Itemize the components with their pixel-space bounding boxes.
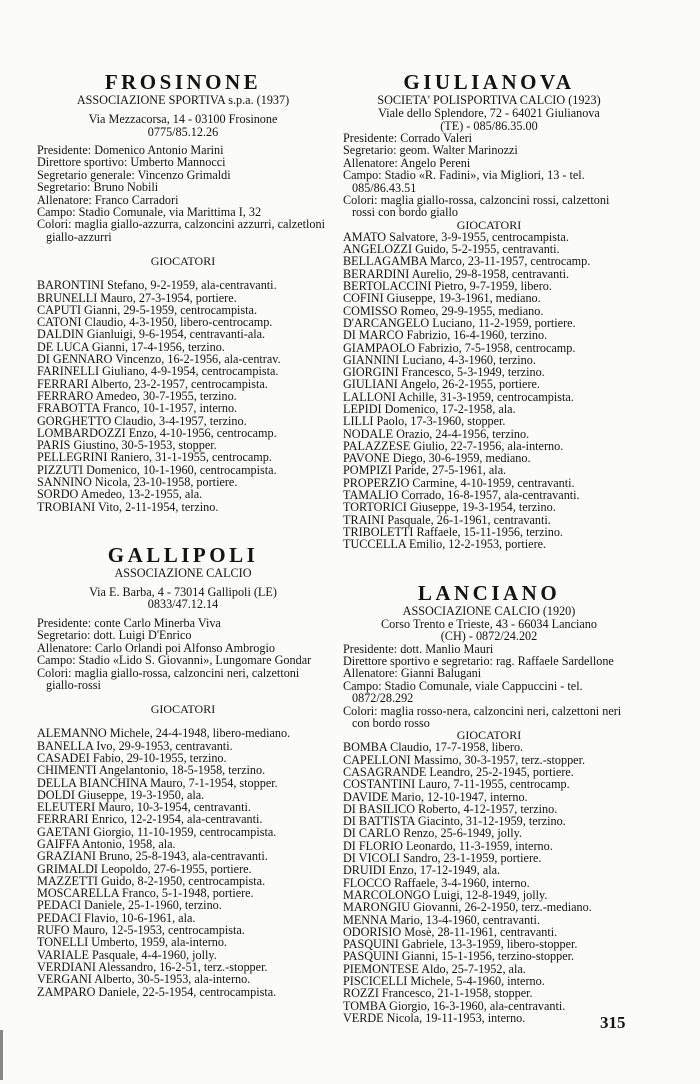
info-line: Presidente: conte Carlo Minerba Viva <box>37 615 221 630</box>
player-entry: BANELLA Ivo, 29-9-1953, centravanti. <box>37 738 233 753</box>
player-entry: RUFO Mauro, 12-5-1953, centrocampista. <box>37 923 245 938</box>
player-entry: PEDACI Daniele, 25-1-1960, terzino. <box>37 898 222 913</box>
player-entry: GAETANI Giorgio, 11-10-1959, centrocampista. <box>37 824 277 839</box>
club-giulianova <box>343 70 635 551</box>
club-address: Via E. Barba, 4 - 73014 Gallipoli (LE) <box>89 584 277 599</box>
player-entry: GIORGINI Francesco, 5-3-1949, terzino. <box>343 365 545 380</box>
info-line: Campo: Stadio Comunale, via Marittima I, 32 <box>37 205 262 220</box>
info-line: Colori: maglia giallo-rossa, calzoncini rossi, calzettoni rossi con bordo giallo <box>343 193 610 220</box>
player-entry: SANNINO Nicola, 23-10-1958, portiere. <box>37 475 238 489</box>
player-entry: GIAMPAOLO Fabrizio, 7-5-1958, centrocamp. <box>343 340 576 355</box>
player-entry: BELLAGAMBA Marco, 23-11-1957, centrocamp. <box>343 254 591 269</box>
player-entry: GORGHETTO Claudio, 3-4-1957, terzino. <box>37 413 247 428</box>
player-entry: POMPIZI Paride, 27-5-1961, ala. <box>343 463 507 478</box>
scan-margin-mark <box>0 1030 10 1080</box>
player-entry: CAPUTI Gianni, 29-5-1959, centrocampista. <box>37 302 258 317</box>
player-entry: VERDIANI Alessandro, 16-2-51, terz.-stopper. <box>37 959 268 974</box>
player-entry: DI BATTISTA Giacinto, 31-12-1959, terzino. <box>343 814 566 829</box>
player-entry: PASQUINI Gabriele, 13-3-1959, libero-stopper. <box>343 937 578 952</box>
player-entry: ODORISIO Mosè, 28-11-1961, centravanti. <box>343 924 558 939</box>
player-entry: COSTANTINI Lauro, 7-11-1955, centrocamp. <box>343 777 570 792</box>
player-entry: MOSCARELLA Franco, 5-1-1948, portiere. <box>37 886 254 901</box>
player-entry: CASAGRANDE Leandro, 25-2-1945, portiere. <box>343 765 574 779</box>
player-entry: FERRARO Amedeo, 30-7-1955, terzino. <box>37 388 237 403</box>
player-entry: ANGELOZZI Guido, 5-2-1955, centravanti. <box>343 242 560 257</box>
player-entry: LEPIDI Domenico, 17-2-1958, ala. <box>343 402 516 416</box>
player-entry: MARONGIU Giovanni, 26-2-1950, terz.-mediano. <box>343 900 592 915</box>
player-entry: DI FLORIO Leonardo, 11-3-1959, interno. <box>343 838 553 853</box>
player-entry: AMATO Salvatore, 3-9-1955, centrocampista. <box>343 229 569 244</box>
info-line: Presidente: dott. Manlio Mauri <box>343 641 494 656</box>
club-phone: 0775/85.12.26 <box>147 124 219 139</box>
info-line: Colori: maglia giallo-rossa, calzoncini neri, calzettoni giallo-rossi <box>37 665 300 692</box>
player-entry: DI GENNARO Vincenzo, 16-2-1956, ala-centrav. <box>37 352 281 367</box>
player-entry: D'ARCANGELO Luciano, 11-2-1959, portiere. <box>343 315 576 330</box>
left-column <box>37 70 329 998</box>
player-entry: GRAZIANI Bruno, 25-8-1943, ala-centravanti. <box>37 849 268 864</box>
player-entry: NODALE Orazio, 24-4-1956, terzino. <box>343 426 530 441</box>
info-line: Allenatore: Carlo Orlandi poi Alfonso Ambrogio <box>37 640 275 655</box>
player-entry: FRABOTTA Franco, 10-1-1957, interno. <box>37 401 238 416</box>
player-entry: DOLDI Giuseppe, 19-3-1950, ala. <box>37 787 205 802</box>
player-entry: BERTOLACCINI Pietro, 9-7-1959, libero. <box>343 279 552 294</box>
player-entry: GIANNINI Luciano, 4-3-1960, terzino. <box>343 352 536 367</box>
player-entry: VERGANI Alberto, 30-5-1953, ala-interno. <box>37 972 251 987</box>
player-entry: PISCICELLI Michele, 5-4-1960, interno. <box>343 974 545 989</box>
player-entry: PARIS Giustino, 30-5-1953, stopper. <box>37 438 217 453</box>
club-lanciano <box>343 581 635 1025</box>
player-entry: CHIMENTI Angelantonio, 18-5-1958, terzino. <box>37 763 266 778</box>
player-entry: ROZZI Francesco, 21-1-1958, stopper. <box>343 986 533 1001</box>
player-entry: DALDIN Gianluigi, 9-6-1954, centravanti-ala. <box>37 327 266 342</box>
player-entry: FERRARI Enrico, 12-2-1954, ala-centravanti. <box>37 812 263 827</box>
player-entry: LILLI Paolo, 17-3-1960, stopper. <box>343 414 506 429</box>
club-association: SOCIETA' POLISPORTIVA CALCIO (1923) <box>377 93 601 107</box>
player-entry: ELEUTERI Mauro, 10-3-1954, centravanti. <box>37 800 251 815</box>
player-entry: DE LUCA Gianni, 17-4-1956, terzino. <box>37 339 225 354</box>
club-info <box>37 144 329 243</box>
player-entry: DI MARCO Fabrizio, 16-4-1960, terzino. <box>343 328 548 343</box>
player-entry: BRUNELLI Mauro, 27-3-1954, portiere. <box>37 290 237 305</box>
player-entry: PIEMONTESE Aldo, 25-7-1952, ala. <box>343 961 526 976</box>
players-heading: GIOCATORI <box>456 217 522 232</box>
player-entry: GRIMALDI Leopoldo, 27-6-1955, portiere. <box>37 861 252 876</box>
player-entry: VERDE Nicola, 19-11-1953, interno. <box>343 1010 526 1025</box>
player-entry: MAZZETTI Guido, 8-2-1950, centrocampista. <box>37 873 266 888</box>
player-entry: CASADEI Fabio, 29-10-1955, terzino. <box>37 750 227 765</box>
player-entry: ZAMPARO Daniele, 22-5-1954, centrocampista. <box>37 984 277 999</box>
player-entry: MENNA Mario, 13-4-1960, centravanti. <box>343 912 540 927</box>
player-entry: PEDACI Flavio, 10-6-1961, ala. <box>37 910 196 925</box>
player-entry: DI CARLO Renzo, 25-6-1949, jolly. <box>343 826 522 841</box>
info-line: Presidente: Corrado Valeri <box>343 131 473 145</box>
player-entry: DAVIDE Mario, 12-10-1947, interno. <box>343 789 528 804</box>
player-entry: PIZZUTI Domenico, 10-1-1960, centrocampista. <box>37 462 277 477</box>
club-frosinone <box>37 70 329 513</box>
player-entry: CATONI Claudio, 4-3-1950, libero-centrocamp. <box>37 315 273 330</box>
player-entry: TONELLI Umberto, 1959, ala-interno. <box>37 935 227 950</box>
player-entry: PELLEGRINI Raniero, 31-1-1955, centrocamp. <box>37 450 272 465</box>
club-address: Viale dello Splendore, 72 - 64021 Giulianova <box>378 106 600 120</box>
player-entry: TORTORICI Giuseppe, 19-3-1954, terzino. <box>343 500 556 515</box>
player-entry: TRAINI Pasquale, 26-1-1961, centravanti. <box>343 512 551 527</box>
page-number: 315 <box>600 1013 626 1032</box>
club-phone: (TE) - 085/86.35.00 <box>440 118 538 133</box>
player-entry: COFINI Giuseppe, 19-3-1961, mediano. <box>343 291 541 306</box>
player-entry: CAPELLONI Massimo, 30-3-1957, terz.-stopper. <box>343 752 586 767</box>
info-line: Allenatore: Franco Carradori <box>37 192 179 207</box>
players-list <box>37 279 329 513</box>
info-line: Segretario generale: Vincenzo Grimaldi <box>37 167 231 182</box>
player-entry: DI VICOLI Sandro, 23-1-1959, portiere. <box>343 851 542 866</box>
player-entry: TAMALIO Corrado, 16-8-1957, ala-centravanti. <box>343 488 580 503</box>
player-entry: DRUIDI Enzo, 17-12-1949, ala. <box>343 863 501 878</box>
player-entry: BOMBA Claudio, 17-7-1958, libero. <box>343 740 524 755</box>
info-line: Colori: maglia rosso-nera, calzoncini neri, calzettoni neri con bordo rosso <box>343 703 622 730</box>
players-list <box>343 231 635 551</box>
info-line: Colori: maglia giallo-azzurra, calzoncini azzurri, calzetloni giallo-azzurri <box>37 217 325 244</box>
player-entry: FLOCCO Raffaele, 3-4-1960, interno. <box>343 875 530 890</box>
info-line: Segretario: dott. Luigi D'Enrico <box>37 628 192 643</box>
player-entry: BARONTINI Stefano, 9-2-1959, ala-centravanti. <box>37 278 277 293</box>
players-list <box>343 741 635 1024</box>
info-line: Segretario: geom. Walter Marinozzi <box>343 143 518 158</box>
player-entry: MARCOLONGO Luigi, 12-8-1949, jolly. <box>343 887 548 902</box>
player-entry: ALEMANNO Michele, 24-4-1948, libero-mediano. <box>37 726 291 741</box>
club-info <box>37 617 329 691</box>
player-entry: GAIFFA Antonio, 1958, ala. <box>37 837 176 851</box>
player-entry: FARINELLI Giuliano, 4-9-1954, centrocampista. <box>37 364 279 379</box>
players-heading: GIOCATORI <box>456 728 522 743</box>
player-entry: TROBIANI Vito, 2-11-1954, terzino. <box>37 499 219 514</box>
club-name: LANCIANO <box>417 580 561 605</box>
club-name: GALLIPOLI <box>107 542 259 567</box>
club-association: ASSOCIAZIONE CALCIO <box>114 565 252 580</box>
club-name: FROSINONE <box>104 70 262 94</box>
player-entry: TUCCELLA Emilio, 12-2-1953, portiere. <box>343 537 547 552</box>
player-entry: DELLA BIANCHINA Mauro, 7-1-1954, stopper. <box>37 775 278 790</box>
player-entry: TOMBA Giorgio, 16-3-1960, ala-centravanti. <box>343 998 566 1013</box>
club-info <box>343 132 635 219</box>
club-info <box>343 643 635 730</box>
player-entry: VARIALE Pasquale, 4-4-1960, jolly. <box>37 947 217 962</box>
players-heading: GIOCATORI <box>150 254 216 269</box>
info-line: Campo: Stadio Comunale, viale Cappuccini - tel. 0872/28.292 <box>343 678 583 706</box>
club-association: ASSOCIAZIONE SPORTIVA s.p.a. (1937) <box>76 93 290 107</box>
player-entry: LOMBARDOZZI Enzo, 4-10-1956, centrocamp. <box>37 425 277 440</box>
player-entry: TRIBOLETTI Raffaele, 15-11-1956, terzino. <box>343 524 563 539</box>
club-phone: 0833/47.12.14 <box>147 597 219 612</box>
player-entry: PALAZZESE Giulio, 22-7-1956, ala-interno. <box>343 438 564 453</box>
club-association: ASSOCIAZIONE CALCIO (1920) <box>402 603 576 618</box>
right-column <box>343 70 635 1024</box>
player-entry: PROPERZIO Carmine, 4-10-1959, centravanti. <box>343 475 575 490</box>
player-entry: LALLONI Achille, 31-3-1959, centrocampista. <box>343 389 574 404</box>
info-line: Direttore sportivo: Umberto Mannocci <box>37 155 226 170</box>
club-phone: (CH) - 0872/24.202 <box>440 629 538 644</box>
club-gallipoli <box>37 543 329 998</box>
player-entry: FERRARI Alberto, 23-2-1957, centrocampista. <box>37 376 268 391</box>
player-entry: SORDO Amedeo, 13-2-1955, ala. <box>37 487 203 502</box>
player-entry: PASQUINI Gianni, 15-1-1956, terzino-stopper. <box>343 949 575 964</box>
info-line: Allenatore: Gianni Balugani <box>343 666 482 681</box>
info-line: Direttore sportivo e segretario: rag. Raffaele Sardellone <box>343 653 614 668</box>
info-line: Campo: Stadio «Lido S. Giovanni», Lungomare Gondar <box>37 653 312 668</box>
player-entry: GIULIANI Angelo, 26-2-1955, portiere. <box>343 377 540 392</box>
club-address: Corso Trento e Trieste, 43 - 66034 Lanciano <box>381 616 597 631</box>
players-list <box>37 727 329 998</box>
player-entry: COMISSO Romeo, 29-9-1955, mediano. <box>343 303 544 318</box>
player-entry: DI BASILICO Roberto, 4-12-1957, terzino. <box>343 801 558 816</box>
info-line: Campo: Stadio «R. Fadini», via Migliori, 13 - tel. 085/86.43.51 <box>343 168 585 195</box>
info-line: Presidente: Domenico Antonio Marini <box>37 143 224 157</box>
player-entry: BERARDINI Aurelio, 29-8-1958, centravanti. <box>343 266 570 281</box>
players-heading: GIOCATORI <box>150 702 216 717</box>
club-name: GIULIANOVA <box>403 70 575 94</box>
club-address: Via Mezzacorsa, 14 - 03100 Frosinone <box>88 112 278 126</box>
info-line: Allenatore: Angelo Pereni <box>343 155 471 170</box>
info-line: Segretario: Bruno Nobili <box>37 180 159 195</box>
player-entry: PAVONE Diego, 30-6-1959, mediano. <box>343 451 531 466</box>
